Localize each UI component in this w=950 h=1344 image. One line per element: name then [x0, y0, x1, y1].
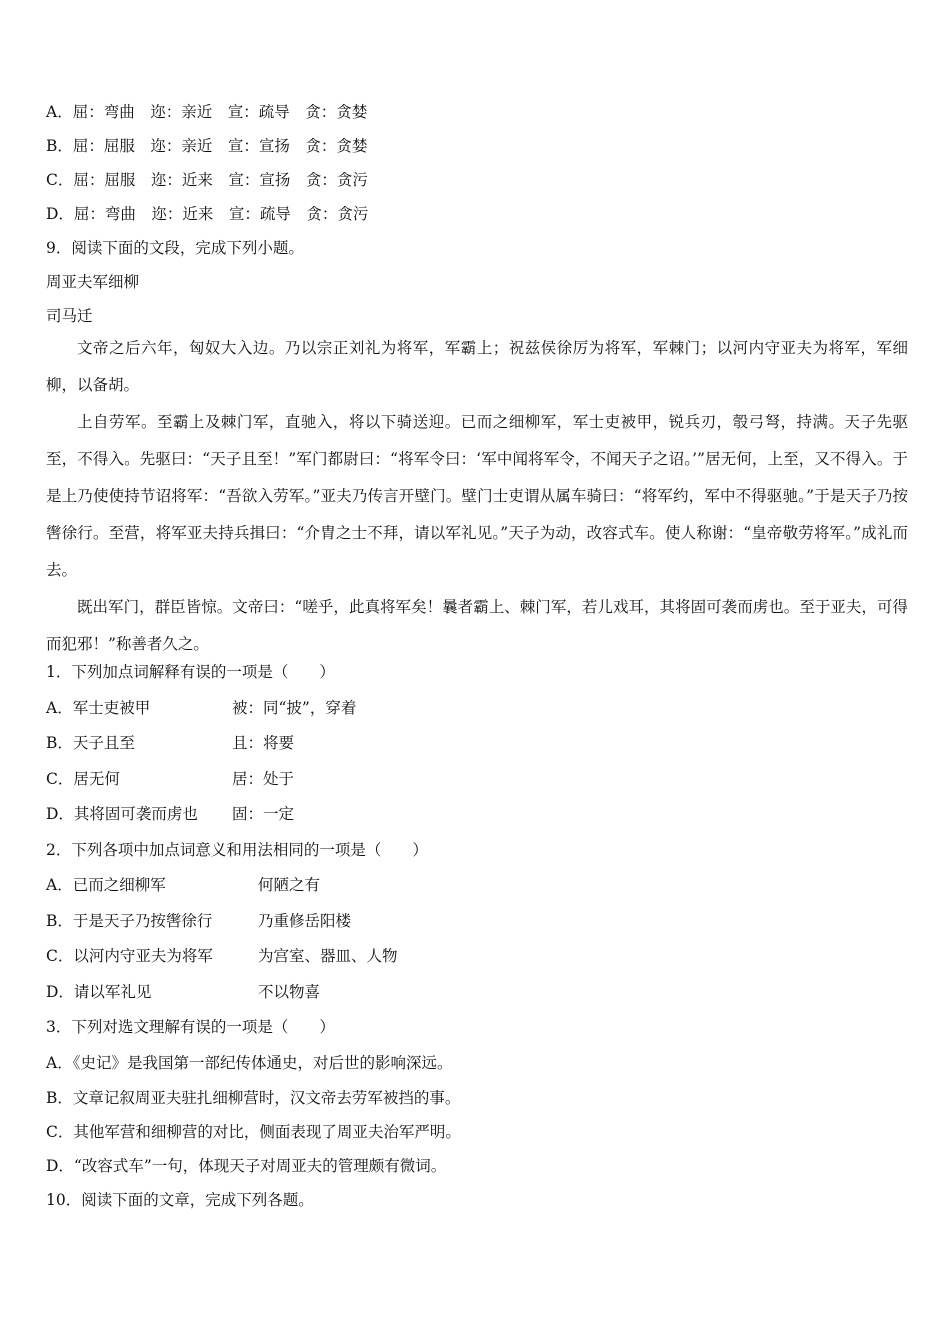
sub2-option-a-right: 何陋之有 — [258, 876, 321, 894]
q9-intro: 9．阅读下面的文段，完成下列小题。 — [46, 239, 304, 257]
sub2-option-c-right: 为宫室、器皿、人物 — [258, 947, 398, 965]
sub3-option-c: C．其他军营和细柳营的对比，侧面表现了周亚夫治军严明。 — [46, 1123, 461, 1141]
q8-option-c: C．屈：屈服 迩：近来 宣：宣扬 贪：贪污 — [46, 171, 368, 189]
sub1-option-c-right: 居：处于 — [232, 770, 295, 788]
sub3-option-a: A．《史记》是我国第一部纪传体通史，对后世的影响深远。 — [46, 1054, 453, 1072]
passage-paragraph-3: 既出军门，群臣皆惊。文帝曰：“嗟乎，此真将军矣！曩者霸上、棘门军，若儿戏耳，其将固可袭而虏也。至于亚夫，可得而犯邪！”称善者久之。 — [46, 598, 908, 653]
q8-option-a: A．屈：弯曲 迩：亲近 宣：疏导 贪：贪婪 — [46, 103, 368, 121]
sub2-option-d-left: D．请以军礼见 — [46, 983, 152, 1001]
sub2-option-a-left: A．已而之细柳军 — [46, 876, 166, 894]
sub1-option-c-left: C．居无何 — [46, 770, 120, 788]
sub2-option-c-left: C．以河内守亚夫为将军 — [46, 947, 213, 965]
passage-author: 司马迁 — [46, 307, 93, 325]
passage-title: 周亚夫军细柳 — [46, 273, 140, 291]
q8-option-b: B．屈：屈服 迩：亲近 宣：宣扬 贪：贪婪 — [46, 137, 368, 155]
passage-paragraph-2: 上自劳军。至霸上及棘门军，直驰入，将以下骑送迎。已而之细柳军，军士吏被甲，锐兵刃，彀弓弩，持满。天子先驱至，不得入。先驱曰：“天子且至！”军门都尉曰：“将军令曰：‘军中闻将军令，不闻天子之诏。’”居无何，上至，又不得入。于是上乃使使持节诏将军：“吾欲入劳军。”亚夫乃传言开壁门。壁门士吏谓从属车骑曰：“将军约，军中不得驱驰。”于是天子乃按辔徐行。至营，将军亚夫持兵揖曰：“介胄之士不拜，请以军礼见。”天子为动，改容式车。使人称谢：“皇帝敬劳将军。”成礼而去。 — [46, 413, 908, 579]
sub1-option-b-right: 且：将要 — [232, 734, 295, 752]
sub3-option-d: D．“改容式车”一句，体现天子对周亚夫的管理颇有微词。 — [46, 1157, 447, 1175]
sub1-option-d-left: D．其将固可袭而虏也 — [46, 805, 198, 823]
sub2-stem: 2．下列各项中加点词意义和用法相同的一项是（ ） — [46, 841, 428, 859]
q8-option-d: D．屈：弯曲 迩：近来 宣：疏导 贪：贪污 — [46, 205, 369, 223]
sub1-option-b-left: B．天子且至 — [46, 734, 135, 752]
sub3-stem: 3．下列对选文理解有误的一项是（ ） — [46, 1018, 335, 1036]
sub3-option-b: B．文章记叙周亚夫驻扎细柳营时，汉文帝去劳军被挡的事。 — [46, 1089, 461, 1107]
sub1-option-a-right: 被：同“披”，穿着 — [232, 699, 357, 717]
sub1-option-a-left: A．军士吏被甲 — [46, 699, 151, 717]
sub2-option-b-left: B．于是天子乃按辔徐行 — [46, 912, 213, 930]
q10-intro: 10．阅读下面的文章，完成下列各题。 — [46, 1191, 314, 1209]
passage-paragraph-1: 文帝之后六年，匈奴大入边。乃以宗正刘礼为将军，军霸上；祝兹侯徐厉为将军，军棘门；以河内守亚夫为将军，军细柳，以备胡。 — [46, 339, 908, 394]
sub1-option-d-right: 固：一定 — [232, 805, 295, 823]
sub2-option-b-right: 乃重修岳阳楼 — [258, 912, 352, 930]
sub2-option-d-right: 不以物喜 — [258, 983, 321, 1001]
sub1-stem: 1．下列加点词解释有误的一项是（ ） — [46, 663, 335, 681]
